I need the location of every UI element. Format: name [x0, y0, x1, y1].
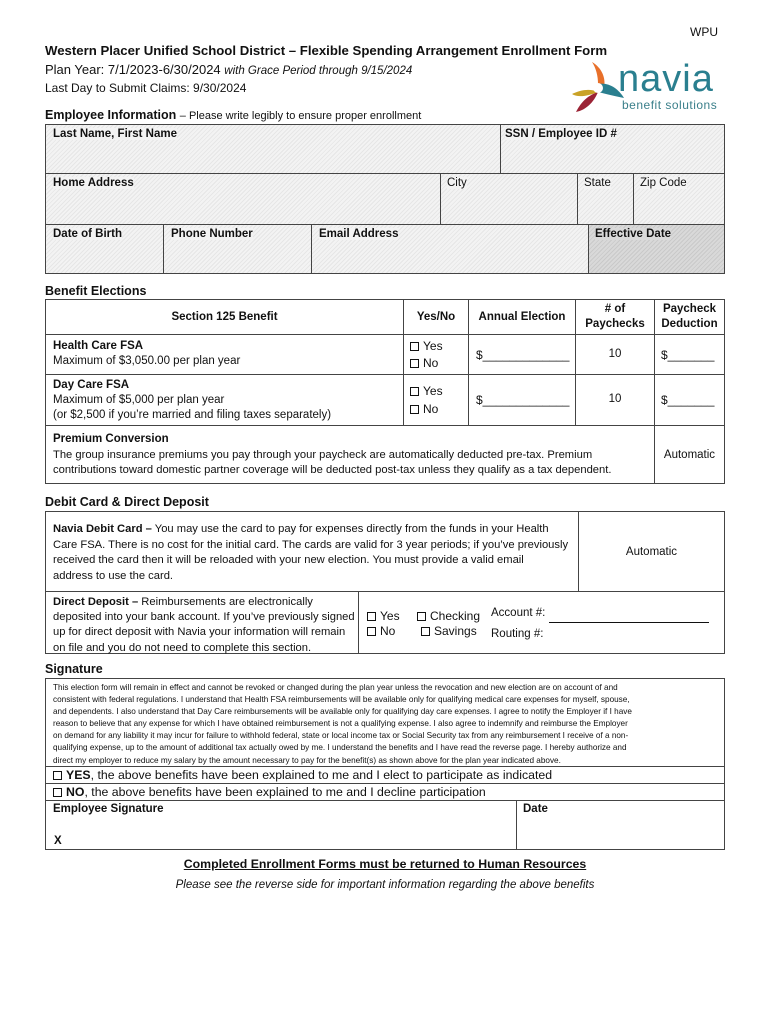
col-paychecks-label-2: Paychecks [585, 318, 645, 330]
debit-card-text-3: received the card then it will be reloaded with your new election. You must provide a valid email [53, 554, 524, 566]
grace-period: with Grace Period through 9/15/2024 [224, 65, 413, 77]
signature-date-label: Date [523, 803, 548, 815]
debit-card-text-2: Care FSA. There is no cost for the initial card. The cards are valid for 3 year periods; if you’ve previously [53, 538, 569, 551]
health-yesno-cell [403, 334, 469, 375]
email-field[interactable] [311, 224, 589, 274]
health-paychecks-value: 10 [608, 348, 622, 360]
phone-field[interactable] [163, 224, 312, 274]
daycare-fsa-cell [45, 374, 404, 426]
checkbox-icon [410, 405, 419, 414]
daycare-yesno-cell [403, 374, 469, 426]
col-yesno [403, 299, 469, 335]
effective-date-field [588, 224, 725, 274]
agreement-line: direct my employer to reduce my salary by the amount necessary to pay for the benefit(s) as shown above for the plan year indicated above. [53, 755, 561, 765]
reverse-note: Please see the reverse side for important information regarding the above benefits [175, 879, 595, 891]
dob-field[interactable] [45, 224, 164, 274]
checkbox-icon [410, 342, 419, 351]
dd-checking-checkbox[interactable] [417, 609, 480, 623]
debit-card-status-cell [578, 511, 725, 592]
col-paychecks-label-1: # of [604, 303, 626, 315]
logo-subtitle: benefit solutions [622, 98, 718, 112]
premium-conversion-cell [45, 425, 655, 484]
last-day-claims: Last Day to Submit Claims: 9/30/2024 [45, 81, 247, 95]
checkbox-icon [417, 612, 426, 621]
signature-x-mark: X [54, 835, 62, 847]
city-label: City [447, 177, 467, 189]
last-first-label: Last Name, First Name [53, 128, 177, 140]
premium-status-cell [654, 425, 725, 484]
checkbox-icon [367, 627, 376, 636]
elect-no-option[interactable] [53, 785, 486, 799]
daycare-deduction-cell[interactable] [654, 374, 725, 426]
health-no-label: No [423, 356, 439, 370]
elect-yes-bold: YES [66, 768, 91, 782]
plan-year-label: Plan Year: 7/1/2023-6/30/2024 [45, 62, 221, 77]
logo-word: navia [618, 58, 714, 100]
elect-yes-option[interactable] [53, 768, 552, 782]
ssn-field[interactable] [500, 124, 725, 174]
col-section-label: Section 125 Benefit [171, 311, 278, 323]
checkbox-icon [410, 359, 419, 368]
dd-no-checkbox[interactable] [367, 624, 395, 638]
dd-savings-checkbox[interactable] [421, 624, 477, 638]
daycare-paychecks-value: 10 [608, 393, 622, 405]
signature-date-field[interactable] [516, 800, 725, 850]
routing-number-label: Routing #: [491, 628, 544, 640]
health-deduction-cell[interactable] [654, 334, 725, 375]
col-section-125 [45, 299, 404, 335]
daycare-fsa-note: (or $2,500 if you’re married and filing taxes separately) [53, 409, 332, 421]
health-yes-checkbox[interactable] [410, 339, 443, 353]
debit-heading: Debit Card & Direct Deposit [45, 495, 209, 509]
dd-yes-label: Yes [380, 609, 400, 623]
daycare-yes-label: Yes [423, 384, 443, 398]
health-deduction-blank: $_______ [661, 348, 715, 362]
agreement-line: on demand for any liability it may incur for failure to withhold federal, state or local income tax or Social Security tax from any reimbursement I receive of a non- [53, 731, 629, 741]
premium-text-2: contributions toward domestic partner coverage will be deducted post-tax unless they qualify as a tax dependent. [53, 464, 612, 476]
col-annual-label: Annual Election [478, 311, 566, 323]
agreement-line: and dependents. I also understand that Day Care reimbursements will be available only for qualifying day care expenses. I agree to notify the Employer if I have [53, 707, 632, 717]
debit-card-text-4: address to use the card. [53, 569, 174, 582]
col-paychecks [575, 299, 655, 335]
checkbox-icon [53, 771, 62, 780]
premium-title: Premium Conversion [53, 433, 169, 445]
daycare-no-label: No [423, 402, 439, 416]
form-code: WPU [690, 25, 718, 39]
state-field[interactable] [577, 173, 634, 225]
checkbox-icon [410, 387, 419, 396]
benefits-heading: Benefit Elections [45, 284, 147, 298]
signature-heading: Signature [45, 662, 103, 676]
premium-text-1: The group insurance premiums you pay through your paycheck are automatically deducted pre-tax. Premium [53, 449, 593, 461]
elect-yes-row[interactable] [45, 766, 725, 784]
dd-savings-label: Savings [434, 624, 477, 638]
daycare-paychecks-cell [575, 374, 655, 426]
dd-yes-checkbox[interactable] [367, 609, 400, 623]
elect-no-bold: NO [66, 785, 85, 799]
daycare-no-checkbox[interactable] [410, 402, 438, 416]
zip-label: Zip Code [640, 177, 687, 189]
debit-card-text [53, 522, 568, 584]
direct-deposit-options [358, 591, 725, 654]
col-annual [468, 299, 576, 335]
daycare-deduction-blank: $_______ [661, 393, 715, 407]
agreement-line: qualifying expense, up to the amount of additional tax actually owed by me. I understand the benefits and I have read the reverse page. I hereby authorize and [53, 743, 627, 753]
agreement-line: This election form will remain in effect and cannot be revoked or changed during the plan year unless the revocation and new election are on account of and [53, 683, 618, 692]
navia-logo [568, 58, 728, 118]
employee-signature-label: Employee Signature [53, 803, 164, 815]
debit-card-text-1: You may use the card to pay for expenses directly from the funds in your Health [154, 523, 549, 535]
agreement-text-cell [45, 678, 725, 767]
premium-status: Automatic [663, 449, 716, 461]
elect-no-text: , the above benefits have been explained to me and I decline participation [84, 785, 486, 799]
health-no-checkbox[interactable] [410, 356, 438, 370]
dd-checking-label: Checking [430, 609, 481, 623]
dd-title: Direct Deposit – [53, 596, 139, 608]
health-paychecks-cell [575, 334, 655, 375]
home-address-label: Home Address [53, 177, 134, 189]
daycare-annual-cell[interactable] [468, 374, 576, 426]
col-deduction-label-1: Paycheck [662, 303, 717, 315]
health-fsa-title: Health Care FSA [53, 340, 144, 352]
daycare-fsa-title: Day Care FSA [53, 379, 130, 391]
email-label: Email Address [319, 228, 399, 240]
ssn-label: SSN / Employee ID # [505, 128, 617, 140]
zip-field[interactable] [633, 173, 725, 225]
agreement-line: consistent with federal regulations. I understand that Health FSA reimbursements will be available only for qualifying medical care expenses for myself, spouse, [53, 695, 630, 705]
dob-label: Date of Birth [53, 228, 122, 240]
return-note: Completed Enrollment Forms must be returned to Human Resources [183, 857, 587, 871]
agreement-line: reason to believe that any expense for which I have obtained reimbursement is not a qualifying expense. I also agree to indemnify and reimburse the Employer [53, 719, 628, 729]
employee-heading-note: – Please write legibly to ensure proper enrollment [179, 110, 422, 122]
dd-text-2: deposited into your bank account. If you’ve previously signed [53, 611, 355, 624]
home-address-field[interactable] [45, 173, 441, 225]
elect-no-row[interactable] [45, 783, 725, 801]
health-yes-label: Yes [423, 339, 443, 353]
employee-signature-field[interactable] [45, 800, 517, 850]
plan-year [45, 62, 412, 77]
account-number-line[interactable] [549, 622, 709, 623]
debit-card-cell [45, 511, 579, 592]
col-deduction [654, 299, 725, 335]
dd-text-4: on file and you do not need to complete this section. [53, 641, 312, 654]
elect-yes-text: , the above benefits have been explained to me and I elect to participate as indicated [90, 768, 553, 782]
debit-card-status: Automatic [625, 546, 678, 558]
employee-heading [45, 108, 421, 122]
checkbox-icon [367, 612, 376, 621]
dd-text-1: Reimbursements are electronically [141, 596, 313, 608]
agreement-text [53, 682, 632, 767]
col-deduction-label-2: Deduction [661, 318, 718, 330]
phone-label: Phone Number [171, 228, 253, 240]
effective-date-label: Effective Date [595, 228, 672, 240]
debit-card-title: Navia Debit Card – [53, 523, 152, 535]
health-annual-blank: $_____________ [476, 348, 570, 362]
employee-heading-title: Employee Information [45, 108, 177, 122]
daycare-fsa-max: Maximum of $5,000 per plan year [53, 394, 225, 406]
account-number-label: Account #: [491, 607, 546, 619]
daycare-annual-blank: $_____________ [476, 393, 570, 407]
col-yesno-label: Yes/No [416, 311, 456, 323]
health-annual-cell[interactable] [468, 334, 576, 375]
city-field[interactable] [440, 173, 578, 225]
dd-text-3: up for direct deposit with Navia your information will remain [53, 626, 346, 639]
checkbox-icon [421, 627, 430, 636]
checkbox-icon [53, 788, 62, 797]
direct-deposit-text [53, 595, 355, 656]
dd-no-label: No [380, 624, 396, 638]
last-first-field[interactable] [45, 124, 501, 174]
state-label: State [584, 177, 611, 189]
page-title: Western Placer Unified School District – Flexible Spending Arrangement Enrollment Form [45, 43, 608, 58]
health-fsa-cell [45, 334, 404, 375]
daycare-yes-checkbox[interactable] [410, 384, 443, 398]
health-fsa-max: Maximum of $3,050.00 per plan year [53, 355, 241, 367]
direct-deposit-cell [45, 591, 359, 654]
